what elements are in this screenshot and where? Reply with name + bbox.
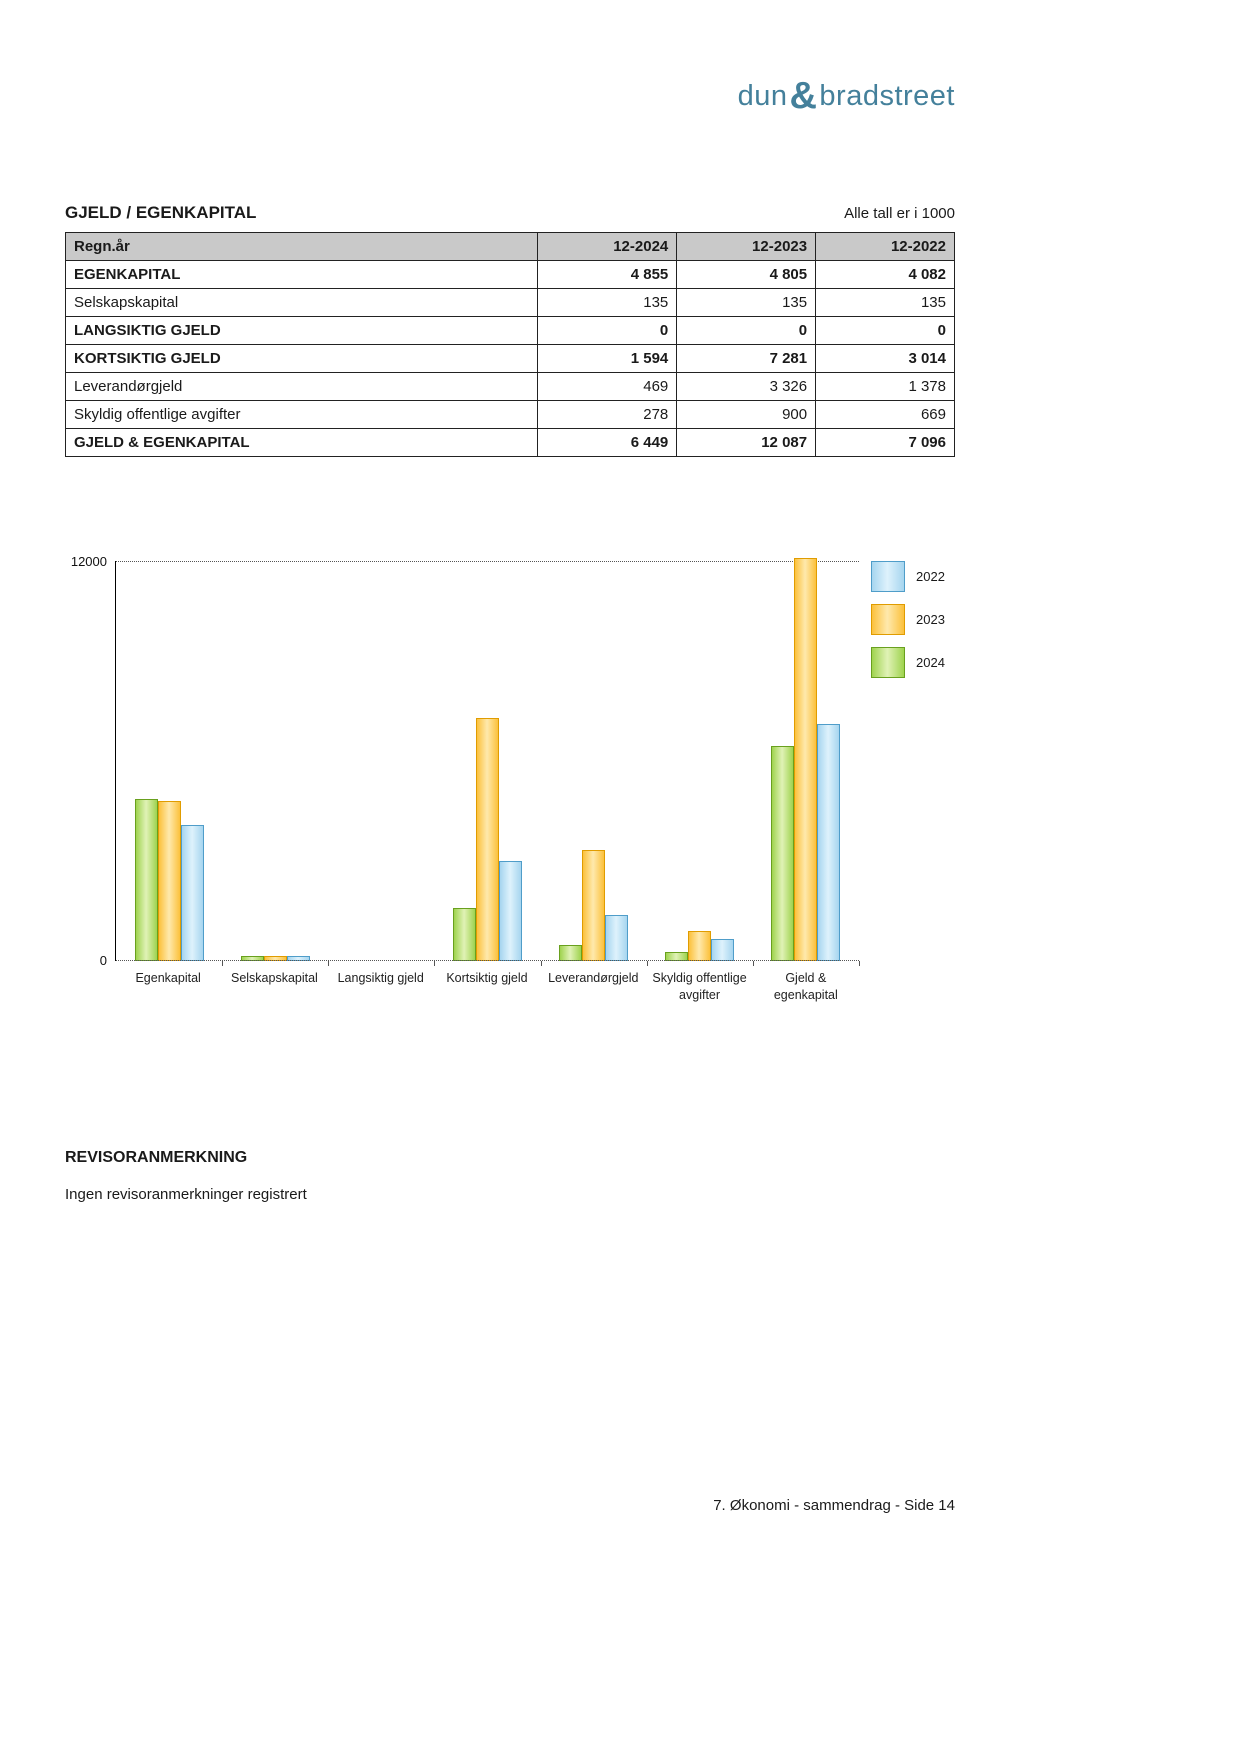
bar-2023 (158, 801, 181, 961)
category-label: Leverandørgjeld (548, 971, 639, 985)
axis-tick (859, 961, 860, 966)
chart-groups (116, 561, 859, 961)
bar-2023 (582, 850, 605, 961)
bar-2024 (559, 945, 582, 961)
row-label: GJELD & EGENKAPITAL (66, 429, 538, 457)
bar-2022 (711, 939, 734, 961)
row-value: 900 (677, 401, 816, 429)
section-title: GJELD / EGENKAPITAL (65, 203, 257, 222)
row-value: 0 (538, 317, 677, 345)
logo-word-bradstreet: bradstreet (819, 80, 955, 112)
bar-group (647, 931, 753, 961)
bar-group (434, 718, 540, 961)
row-label: Skyldig offentlige avgifter (66, 401, 538, 429)
column-header: 12-2024 (538, 233, 677, 261)
legend-swatch (871, 561, 905, 592)
category-label: Gjeld & egenkapital (773, 971, 838, 1002)
bar-group (753, 558, 859, 961)
row-value: 1 594 (538, 345, 677, 373)
row-value: 4 855 (538, 261, 677, 289)
axis-tick (647, 961, 648, 966)
bar-2022 (605, 915, 628, 961)
column-header: 12-2022 (816, 233, 955, 261)
row-value: 7 096 (816, 429, 955, 457)
bar-group (116, 799, 222, 961)
row-value: 0 (677, 317, 816, 345)
row-value: 12 087 (677, 429, 816, 457)
category-label: Skyldig offentlige avgifter (652, 971, 747, 1002)
revisor-body: Ingen revisoranmerkninger registrert (65, 1186, 307, 1203)
legend-item (871, 647, 945, 678)
row-value: 135 (816, 289, 955, 317)
bar-2024 (453, 908, 476, 961)
bar-2022 (287, 956, 310, 961)
legend-swatch (871, 647, 905, 678)
bar-2024 (665, 952, 688, 961)
row-value: 3 014 (816, 345, 955, 373)
chart-legend (871, 561, 945, 690)
table-row (66, 317, 955, 345)
legend-label: 2022 (916, 569, 945, 584)
y-axis-label-min: 0 (99, 953, 107, 968)
table-row (66, 373, 955, 401)
table-row (66, 429, 955, 457)
bar-2023 (688, 931, 711, 961)
table-body (66, 261, 955, 457)
table-row (66, 261, 955, 289)
axis-tick (328, 961, 329, 966)
column-header: Regn.år (66, 233, 538, 261)
row-label: KORTSIKTIG GJELD (66, 345, 538, 373)
row-value: 669 (816, 401, 955, 429)
section-header (65, 203, 955, 223)
table-row (66, 401, 955, 429)
legend-swatch (871, 604, 905, 635)
axis-tick (541, 961, 542, 966)
row-value: 6 449 (538, 429, 677, 457)
category-label: Kortsiktig gjeld (446, 971, 528, 985)
bar-group (541, 850, 647, 961)
row-value: 135 (538, 289, 677, 317)
financial-table (65, 232, 955, 457)
row-value: 7 281 (677, 345, 816, 373)
axis-tick (753, 961, 754, 966)
logo-word-dun: dun (737, 80, 788, 112)
row-label: Leverandørgjeld (66, 373, 538, 401)
row-value: 135 (677, 289, 816, 317)
bar-2023 (476, 718, 499, 961)
table-row (66, 289, 955, 317)
axis-tick (434, 961, 435, 966)
revisor-title: REVISORANMERKNING (65, 1149, 248, 1166)
row-value: 4 082 (816, 261, 955, 289)
row-value: 3 326 (677, 373, 816, 401)
category-label: Selskapskapital (230, 971, 318, 985)
legend-item (871, 561, 945, 592)
axis-tick (222, 961, 223, 966)
bar-group (222, 956, 328, 961)
chart-plot (70, 554, 859, 968)
page-footer: 7. Økonomi - sammendrag - Side 14 (713, 1497, 955, 1514)
dnb-logo (65, 72, 955, 115)
row-value: 0 (816, 317, 955, 345)
column-header: 12-2023 (677, 233, 816, 261)
legend-item (871, 604, 945, 635)
row-value: 1 378 (816, 373, 955, 401)
bar-2024 (135, 799, 158, 961)
legend-label: 2024 (916, 655, 945, 670)
y-axis-label-max: 12000 (70, 554, 107, 569)
bar-2024 (771, 746, 794, 961)
category-label: Langsiktig gjeld (337, 971, 424, 985)
legend-label: 2023 (916, 612, 945, 627)
row-label: LANGSIKTIG GJELD (66, 317, 538, 345)
logo-ampersand-icon: & (789, 75, 818, 117)
row-value: 469 (538, 373, 677, 401)
category-label: Egenkapital (135, 971, 201, 985)
row-label: EGENKAPITAL (66, 261, 538, 289)
chart-xlabels (115, 961, 859, 1004)
row-value: 278 (538, 401, 677, 429)
row-label: Selskapskapital (66, 289, 538, 317)
bar-2024 (241, 956, 264, 961)
bar-chart (65, 554, 955, 1061)
row-value: 4 805 (677, 261, 816, 289)
bar-2022 (817, 724, 840, 961)
bar-2023 (794, 558, 817, 961)
table-header-row (66, 233, 955, 261)
units-note: Alle tall er i 1000 (844, 205, 955, 222)
table-row (66, 345, 955, 373)
bar-2022 (181, 825, 204, 961)
bar-2022 (499, 861, 522, 961)
bar-2023 (264, 956, 287, 961)
